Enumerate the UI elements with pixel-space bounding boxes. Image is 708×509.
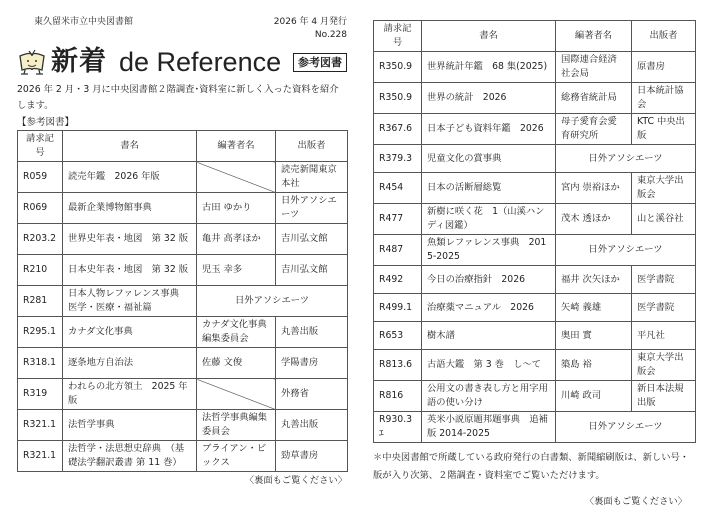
- table-row: [18, 317, 348, 348]
- table-header: [18, 131, 348, 162]
- book-title: 逐条地方自治法: [63, 348, 197, 379]
- author: 茂木 透ほか: [556, 204, 632, 235]
- book-title: 最新企業博物館事典: [63, 193, 197, 224]
- title-english: de Reference: [119, 47, 282, 77]
- issue-date: 2026 年 4 月発行: [273, 17, 347, 27]
- reference-table-left: [17, 130, 348, 472]
- publisher: 日外アソシエーツ: [556, 235, 696, 266]
- book-title: 英米小説原題邦題事典 追補版 2014-2025: [422, 412, 556, 443]
- author: ブライアン・ビックス: [197, 441, 276, 472]
- book-title: 世界の統計 2026: [422, 83, 556, 114]
- book-title: カナダ文化事典: [63, 317, 197, 348]
- book-title: 日本の活断層総覧: [422, 173, 556, 204]
- col-call-number: 請求記号: [374, 21, 422, 52]
- title-japanese: 新着: [51, 46, 107, 77]
- col-author: 編著者名: [556, 21, 632, 52]
- publisher: 読売新聞東京本社: [276, 162, 348, 193]
- table-row: [374, 52, 696, 83]
- author: 福井 次矢ほか: [556, 266, 632, 294]
- table-row: [374, 294, 696, 322]
- author: 法哲学事典編集委員会: [197, 410, 276, 441]
- table-row: [374, 322, 696, 350]
- table-row: [374, 266, 696, 294]
- library-name: 東久留米市立中央図書館: [34, 17, 134, 27]
- col-title: 書名: [63, 131, 197, 162]
- book-title: 公用文の書き表し方と用字用語の使い分け: [422, 381, 556, 412]
- col-publisher: 出版者: [632, 21, 696, 52]
- masthead: [17, 16, 347, 42]
- author: カナダ文化事典編集委員会: [197, 317, 276, 348]
- call-number: R379.3: [374, 145, 422, 173]
- book-title: 日本人物レファレンス事典 医学・医療・福祉篇: [63, 286, 197, 317]
- publisher: 山と溪谷社: [632, 204, 696, 235]
- call-number: R499.1: [374, 294, 422, 322]
- publisher: 吉川弘文館: [276, 224, 348, 255]
- author-empty: [197, 379, 276, 410]
- table-row: [18, 162, 348, 193]
- publisher: 新日本法規出版: [632, 381, 696, 412]
- book-title: 読売年鑑 2026 年版: [63, 162, 197, 193]
- author: 古田 ゆかり: [197, 193, 276, 224]
- footnote: ＊中央図書館で所蔵している政府発行の白書類、新聞縮刷版は、新しい号・版が入り次第、２階調査・資料室でご覧いただけます。: [373, 452, 690, 481]
- author: 矢崎 義雄: [556, 294, 632, 322]
- publisher: 日本統計協会: [632, 83, 696, 114]
- call-number: R281: [18, 286, 63, 317]
- book-title: 今日の治療指針 2026: [422, 266, 556, 294]
- table-row: [374, 204, 696, 235]
- book-title: 樹木譜: [422, 322, 556, 350]
- col-publisher: 出版者: [276, 131, 348, 162]
- publisher: 丸善出版: [276, 410, 348, 441]
- call-number: R059: [18, 162, 63, 193]
- call-number: R477: [374, 204, 422, 235]
- book-title: 法哲学・法思想史辞典 （基礎法学翻訳叢書 第 11 巻）: [63, 441, 197, 472]
- newsletter-title: [17, 46, 347, 78]
- call-number: R350.9: [374, 52, 422, 83]
- table-row: [374, 83, 696, 114]
- table-row: [374, 381, 696, 412]
- publisher: 学陽書房: [276, 348, 348, 379]
- publisher: 日外アソシエーツ: [556, 145, 696, 173]
- author: 奥田 實: [556, 322, 632, 350]
- table-row: [374, 145, 696, 173]
- table-row: [18, 255, 348, 286]
- call-number: R454: [374, 173, 422, 204]
- publisher: 日外アソシエーツ: [276, 193, 348, 224]
- author: 亀井 高孝ほか: [197, 224, 276, 255]
- book-title: 魚類レファレンス事典 2015-2025: [422, 235, 556, 266]
- book-title: 日本子ども資料年鑑 2026: [422, 114, 556, 145]
- author-empty: [197, 162, 276, 193]
- call-number: R492: [374, 266, 422, 294]
- call-number: R321.1: [18, 441, 63, 472]
- call-number: R069: [18, 193, 63, 224]
- issue-number: No.228: [314, 30, 347, 40]
- book-title: われらの北方領土 2025 年版: [63, 379, 197, 410]
- book-title: 治療薬マニュアル 2026: [422, 294, 556, 322]
- book-title: 古語大鑑 第 3 巻 し～て: [422, 350, 556, 381]
- call-number: R350.9: [374, 83, 422, 114]
- publisher: 日外アソシエーツ: [197, 286, 348, 317]
- table-row: [18, 286, 348, 317]
- table-row: [18, 193, 348, 224]
- table-row: [18, 348, 348, 379]
- author: 築島 裕: [556, 350, 632, 381]
- issue-info: [274, 16, 347, 42]
- table-row: [18, 379, 348, 410]
- call-number: R367.6: [374, 114, 422, 145]
- publisher: 東京大学出版会: [632, 350, 696, 381]
- call-number: R203.2: [18, 224, 63, 255]
- book-title: 児童文化の賞事典: [422, 145, 556, 173]
- call-number: R487: [374, 235, 422, 266]
- see-back-note: 〈裏面もご覧ください〉: [584, 496, 687, 507]
- publisher: 医学書院: [632, 266, 696, 294]
- author: 国際連合経済社会局: [556, 52, 632, 83]
- table-row: [374, 173, 696, 204]
- publisher: 東京大学出版会: [632, 173, 696, 204]
- book-mascot-icon: [17, 48, 47, 76]
- publisher: 吉川弘文館: [276, 255, 348, 286]
- table-header: [374, 21, 696, 52]
- publisher: 日外アソシエーツ: [556, 412, 696, 443]
- call-number: R210: [18, 255, 63, 286]
- call-number: R318.1: [18, 348, 63, 379]
- call-number: R653: [374, 322, 422, 350]
- author: 総務省統計局: [556, 83, 632, 114]
- book-title: 日本史年表・地図 第 32 版: [63, 255, 197, 286]
- publisher: KTC 中央出版: [632, 114, 696, 145]
- author: 宮内 崇裕ほか: [556, 173, 632, 204]
- intro-text: 2026 年 2 月・3 月に中央図書館２階調査･資料室に新しく入った資料を紹介します。: [17, 84, 339, 111]
- call-number: R295.1: [18, 317, 63, 348]
- section-label: 【参考図書】: [17, 117, 75, 128]
- table-row: [374, 114, 696, 145]
- call-number: R813.6: [374, 350, 422, 381]
- book-title: 新樹に咲く花 1（山溪ハンディ図鑑）: [422, 204, 556, 235]
- table-row: [374, 235, 696, 266]
- publisher: 外務省: [276, 379, 348, 410]
- left-column: [17, 16, 347, 488]
- table-row: [18, 224, 348, 255]
- author: 佐藤 文俊: [197, 348, 276, 379]
- book-title: 法哲学事典: [63, 410, 197, 441]
- call-number: R321.1: [18, 410, 63, 441]
- publisher: 原書房: [632, 52, 696, 83]
- reference-table-right: [373, 20, 696, 443]
- author: 川崎 政司: [556, 381, 632, 412]
- col-call-number: 請求記号: [18, 131, 63, 162]
- call-number: R319: [18, 379, 63, 410]
- publisher: 平凡社: [632, 322, 696, 350]
- col-author: 編著者名: [197, 131, 276, 162]
- book-title: 世界史年表・地図 第 32 版: [63, 224, 197, 255]
- book-title: 世界統計年鑑 68 集(2025): [422, 52, 556, 83]
- col-title: 書名: [422, 21, 556, 52]
- right-column: [373, 20, 695, 509]
- author: 母子愛育会愛育研究所: [556, 114, 632, 145]
- table-row: [374, 350, 696, 381]
- see-back-note: 〈裏面もご覧ください〉: [244, 475, 347, 486]
- publisher: 医学書院: [632, 294, 696, 322]
- call-number: R816: [374, 381, 422, 412]
- table-row: [374, 412, 696, 443]
- publisher: 勁草書房: [276, 441, 348, 472]
- publisher: 丸善出版: [276, 317, 348, 348]
- category-badge: 参考図書: [293, 53, 347, 72]
- call-number: R930.3 ｴ: [374, 412, 422, 443]
- table-row: [18, 410, 348, 441]
- author: 児玉 幸多: [197, 255, 276, 286]
- table-row: [18, 441, 348, 472]
